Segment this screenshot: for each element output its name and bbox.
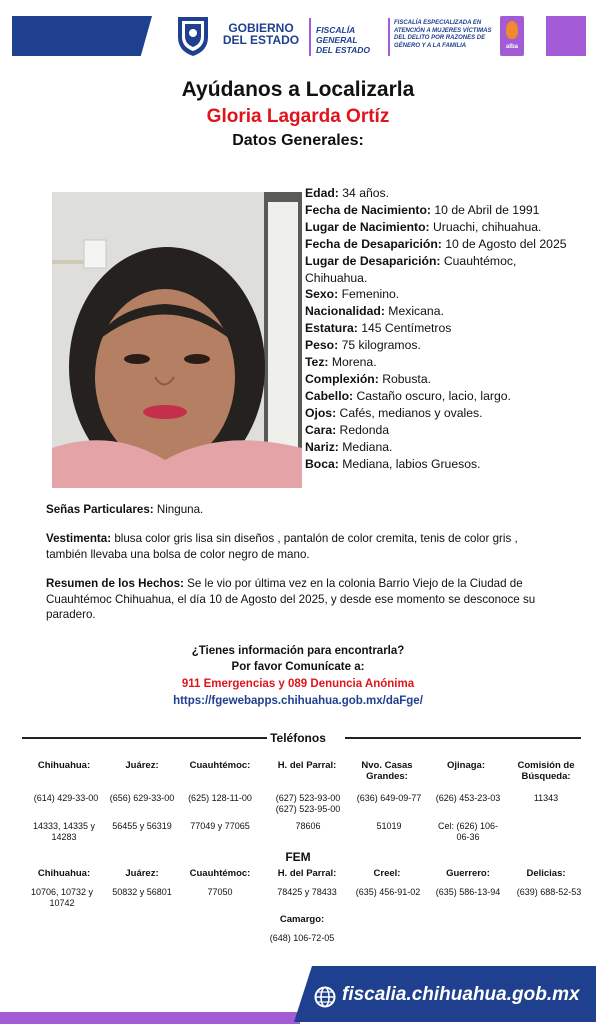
header-divider bbox=[388, 18, 390, 56]
header-divider bbox=[309, 18, 311, 56]
info-nariz: Nariz: Mediana. bbox=[305, 439, 393, 454]
tel-cell: (614) 429-33-00 bbox=[33, 793, 99, 803]
info-peso: Peso: 75 kilogramos. bbox=[305, 338, 421, 353]
tel-header-chihuahua: Chihuahua: bbox=[37, 760, 91, 771]
state-shield-icon bbox=[176, 15, 210, 57]
globe-icon bbox=[314, 986, 336, 1008]
info-fecha-nacimiento: Fecha de Nacimiento: 10 de Abril de 1991 bbox=[305, 202, 540, 217]
tel-cell: 51019 bbox=[376, 821, 402, 831]
fem-cell: (635) 456-91-02 bbox=[355, 887, 421, 897]
gobierno-logo-text: GOBIERNO DEL ESTADO bbox=[222, 21, 300, 47]
tel-cell: (626) 453-23-03 bbox=[435, 793, 501, 803]
footer-website-link[interactable]: fiscalia.chihuahua.gob.mx bbox=[342, 984, 580, 1005]
contact-question: ¿Tienes información para encontrarla? bbox=[191, 645, 405, 657]
page-title: Ayúdanos a Localizarla bbox=[181, 78, 415, 101]
section-heading: Datos Generales: bbox=[232, 132, 364, 149]
tel-cell: (636) 649-09-77 bbox=[356, 793, 422, 803]
emergency-numbers: 911 Emergencias y 089 Denuncia Anónima bbox=[181, 678, 415, 690]
resumen-hechos: Resumen de los Hechos: Se le vio por última vez en la colonia Barrio Viejo de la Ciudad de Cuauhtémoc Chihuahua, el día 10 de Agosto del 2025, y desde ese momento se desconoce su paradero. bbox=[46, 577, 536, 621]
tel-cell: 56455 y 56319 bbox=[112, 821, 172, 831]
info-cabello: Cabello: Castaño oscuro, lacio, largo. bbox=[305, 388, 511, 403]
tel-header-ojinaga: Ojinaga: bbox=[446, 760, 485, 771]
fem-cell: 50832 y 56801 bbox=[112, 887, 172, 897]
fem-header-juarez: Juárez: bbox=[125, 868, 159, 879]
general-info-list bbox=[305, 185, 575, 472]
fem-cell: (639) 688-52-53 bbox=[516, 887, 582, 897]
tel-header-comision: Comisión de Búsqueda: bbox=[517, 760, 575, 782]
fem-header-camargo: Camargo: bbox=[279, 914, 325, 925]
fem-cell: 78425 y 78433 bbox=[277, 887, 337, 897]
tel-cell: (625) 128-11-00 bbox=[188, 793, 252, 803]
tel-header-juarez: Juárez: bbox=[125, 760, 159, 771]
header bbox=[0, 0, 596, 70]
info-lugar-desaparicion: Lugar de Desaparición: Cuauhtémoc, Chihuahua. bbox=[305, 253, 517, 285]
tel-cell: Cel: (626) 106-06-36 bbox=[437, 821, 499, 842]
fem-cell: 77050 bbox=[207, 887, 233, 897]
fge-logo-text: FISCALÍA GENERAL DEL ESTADO bbox=[316, 25, 370, 55]
info-edad: Edad: 34 años. bbox=[305, 186, 390, 200]
info-lugar-nacimiento: Lugar de Nacimiento: Uruachi, chihuahua. bbox=[305, 219, 542, 234]
footer-purple-bar bbox=[0, 1012, 300, 1024]
telefonos-heading: Teléfonos bbox=[270, 731, 326, 745]
fem-header-parral: H. del Parral: bbox=[277, 868, 337, 879]
person-photo bbox=[52, 192, 302, 488]
tel-cell: (656) 629-33-00 bbox=[109, 793, 175, 803]
fem-header-creel: Creel: bbox=[373, 868, 401, 879]
fem-cell: (648) 106-72-05 bbox=[269, 933, 335, 943]
info-complexion: Complexión: Robusta. bbox=[305, 371, 431, 386]
fem-heading: FEM bbox=[285, 850, 311, 864]
senas-particulares: Señas Particulares: Ninguna. bbox=[46, 503, 204, 516]
fem-cell: 10706, 10732 y 10742 bbox=[30, 887, 94, 908]
info-fecha-desaparicion: Fecha de Desaparición: 10 de Agosto del 2025 bbox=[305, 236, 567, 251]
info-cara: Cara: Redonda bbox=[305, 422, 390, 437]
header-purple-block bbox=[546, 16, 586, 56]
fem-header-chihuahua: Chihuahua: bbox=[37, 868, 91, 879]
header-blue-bar bbox=[12, 16, 152, 56]
fem-logo-text: FISCALÍA ESPECIALIZADA EN ATENCIÓN A MUJERES VÍCTIMAS DEL DELITO POR RAZONES DE GÉNERO Y A LA FAMILIA bbox=[394, 20, 492, 49]
fem-header-cuauhtemoc: Cuauhtémoc: bbox=[189, 868, 251, 879]
tel-header-cuauhtemoc: Cuauhtémoc: bbox=[189, 760, 251, 771]
tel-cell: 78606 bbox=[295, 821, 321, 831]
tel-cell: 77049 y 77065 bbox=[190, 821, 250, 831]
fem-cell: (635) 586-13-94 bbox=[435, 887, 501, 897]
tel-cell: 14333, 14335 y 14283 bbox=[32, 821, 96, 842]
info-sexo: Sexo: Femenino. bbox=[305, 287, 400, 302]
info-nacionalidad: Nacionalidad: Mexicana. bbox=[305, 304, 444, 319]
person-name: Gloria Lagarda Ortíz bbox=[206, 106, 390, 127]
fem-header-guerrero: Guerrero: bbox=[446, 868, 490, 879]
info-boca: Boca: Mediana, labios Gruesos. bbox=[305, 456, 481, 471]
contact-url-link[interactable]: https://fgewebapps.chihuahua.gob.mx/daFge/ bbox=[173, 695, 423, 707]
info-ojos: Ojos: Cafés, medianos y ovales. bbox=[305, 405, 483, 420]
tel-cell: 11343 bbox=[533, 793, 559, 803]
info-estatura: Estatura: 145 Centímetros bbox=[305, 321, 452, 336]
fem-header-delicias: Delicias: bbox=[526, 868, 566, 879]
tel-cell: (627) 523-93-00 (627) 523-95-00 bbox=[275, 793, 341, 814]
flame-icon bbox=[506, 21, 518, 39]
tel-header-parral: H. del Parral: bbox=[277, 760, 337, 771]
info-tez: Tez: Morena. bbox=[305, 355, 377, 370]
contact-please: Por favor Comunícate a: bbox=[231, 661, 365, 673]
tel-header-nvo-casas-grandes: Nvo. Casas Grandes: bbox=[361, 760, 413, 782]
vestimenta: Vestimenta: blusa color gris lisa sin diseños , pantalón de color cremita, tenis de color gris , también llevaba una bolsa de color negro de mano. bbox=[46, 532, 518, 561]
alba-logo: alba bbox=[500, 16, 524, 56]
